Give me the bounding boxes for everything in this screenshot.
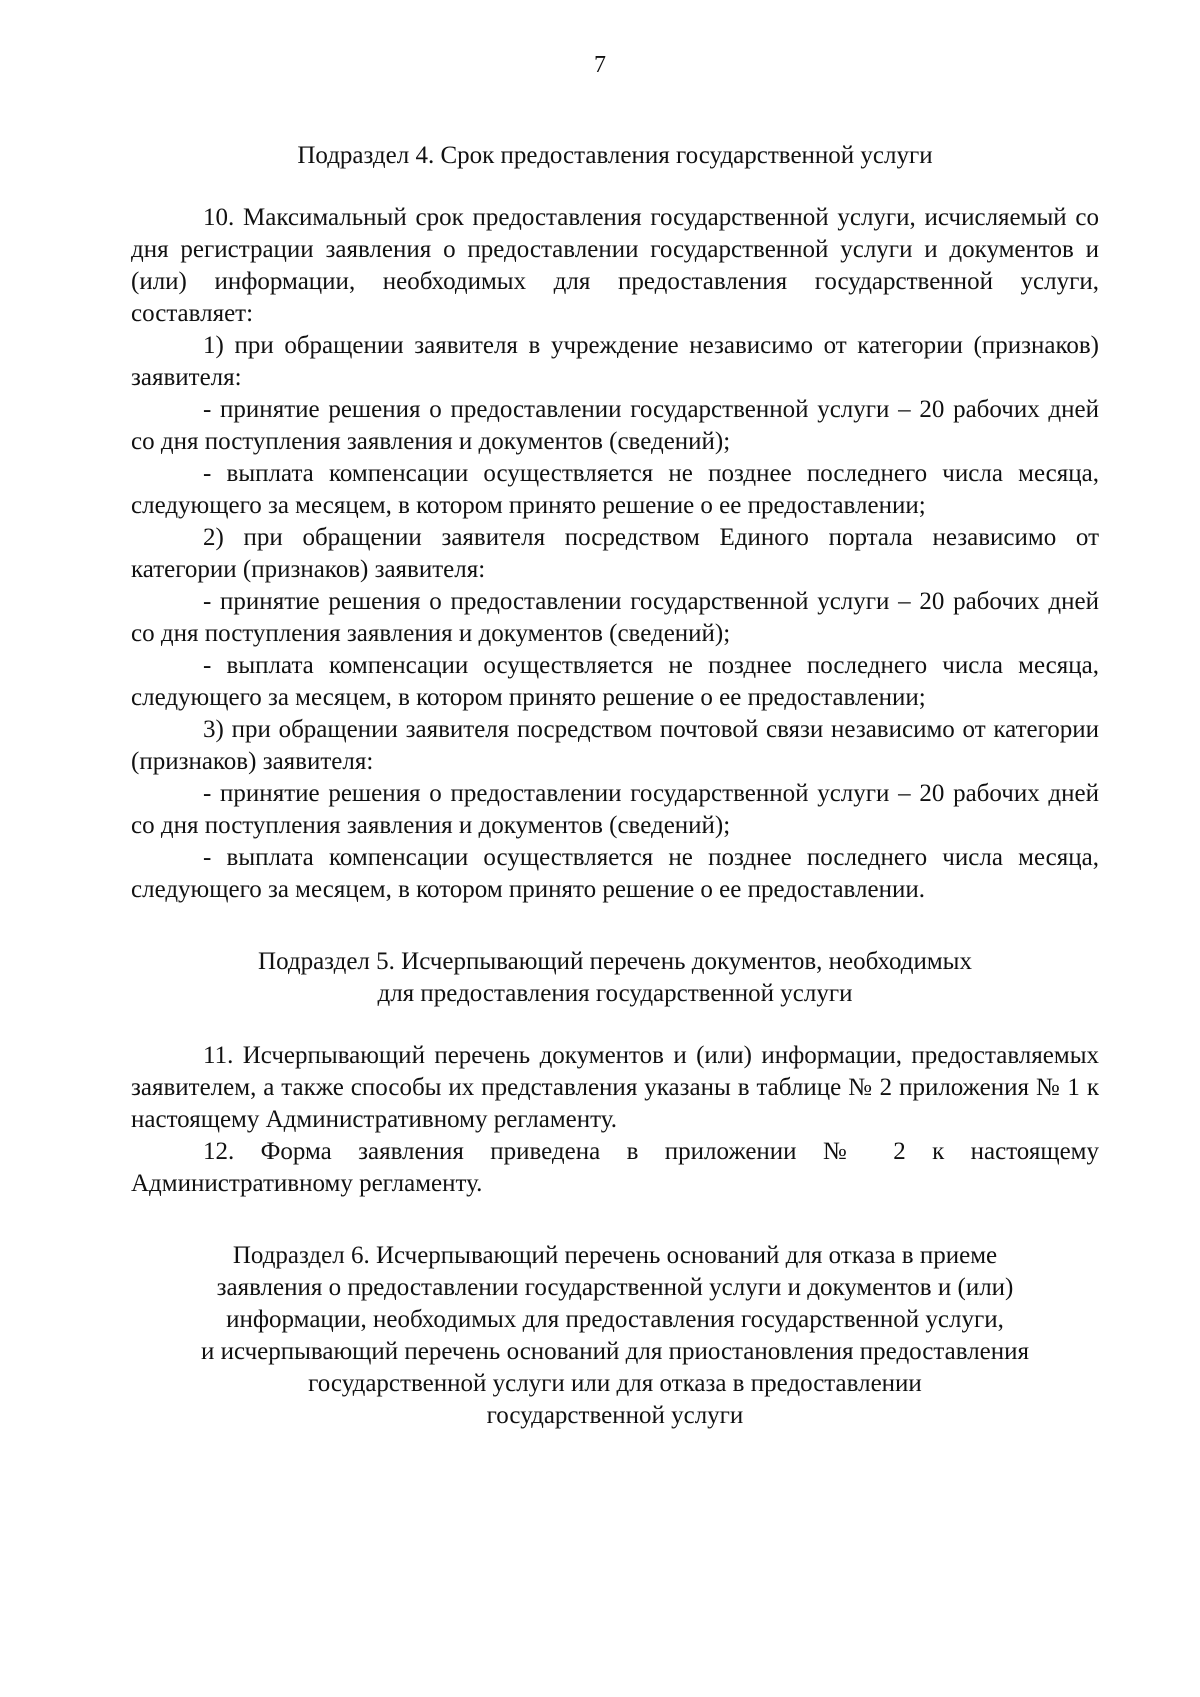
item-2-decision: - принятие решения о предоставлении государственной услуги – 20 рабочих дней со дня поступления заявления и документов (сведений); xyxy=(131,588,1099,647)
paragraph-10: 10. Максимальный срок предоставления государственной услуги, исчисляемый со дня регистрации заявления о предоставлении государственной услуги и документов и (или) информации, необходимых для предоставления государственной услуги, составляет: xyxy=(131,204,1099,327)
item-2-intro: 2) при обращении заявителя посредством Единого портала независимо от категории (признаков) заявителя: xyxy=(131,524,1099,583)
spacer xyxy=(131,1010,1099,1040)
page-number: 7 xyxy=(594,52,606,78)
section-4-heading: Подраздел 4. Срок предоставления государственной услуги xyxy=(297,142,933,169)
section-6-heading-line: государственной услуги xyxy=(486,1402,744,1429)
section-6-heading-line: информации, необходимых для предоставления государственной услуги, xyxy=(226,1306,1004,1333)
spacer xyxy=(131,1200,1099,1240)
item-1-intro: 1) при обращении заявителя в учреждение независимо от категории (признаков) заявителя: xyxy=(131,332,1099,391)
section-6-heading-line: заявления о предоставлении государственной услуги и документов и (или) xyxy=(216,1274,1014,1301)
section-6-heading-line: и исчерпывающий перечень оснований для приостановления предоставления xyxy=(200,1338,1030,1365)
spacer xyxy=(131,172,1099,202)
spacer xyxy=(131,906,1099,946)
section-5-heading-line: для предоставления государственной услуги xyxy=(377,980,853,1007)
item-2-payment: - выплата компенсации осуществляется не позднее последнего числа месяца, следующего за месяцем, в котором принято решение о ее предоставлении; xyxy=(131,652,1099,711)
section-6-heading xyxy=(131,1240,1099,1432)
item-3-payment: - выплата компенсации осуществляется не позднее последнего числа месяца, следующего за месяцем, в котором принято решение о ее предоставлении. xyxy=(131,844,1099,903)
paragraph-11: 11. Исчерпывающий перечень документов и (или) информации, предоставляемых заявителем, а также способы их представления указаны в таблице № 2 приложения № 1 к настоящему Административному регламенту. xyxy=(131,1042,1099,1133)
item-3-decision: - принятие решения о предоставлении государственной услуги – 20 рабочих дней со дня поступления заявления и документов (сведений); xyxy=(131,780,1099,839)
section-5-heading-line: Подраздел 5. Исчерпывающий перечень документов, необходимых xyxy=(258,948,972,975)
item-1-decision: - принятие решения о предоставлении государственной услуги – 20 рабочих дней со дня поступления заявления и документов (сведений); xyxy=(131,396,1099,455)
section-5-heading xyxy=(131,946,1099,1010)
paragraph-12: 12. Форма заявления приведена в приложении № 2 к настоящему Административному регламенту. xyxy=(131,1138,1099,1197)
section-6-heading-line: государственной услуги или для отказа в предоставлении xyxy=(308,1370,922,1397)
item-3-intro: 3) при обращении заявителя посредством почтовой связи независимо от категории (признаков) заявителя: xyxy=(131,716,1099,775)
item-1-payment: - выплата компенсации осуществляется не позднее последнего числа месяца, следующего за месяцем, в котором принято решение о ее предоставлении; xyxy=(131,460,1099,519)
section-6-heading-line: Подраздел 6. Исчерпывающий перечень оснований для отказа в приеме xyxy=(232,1242,998,1269)
document-body xyxy=(131,140,1099,1432)
